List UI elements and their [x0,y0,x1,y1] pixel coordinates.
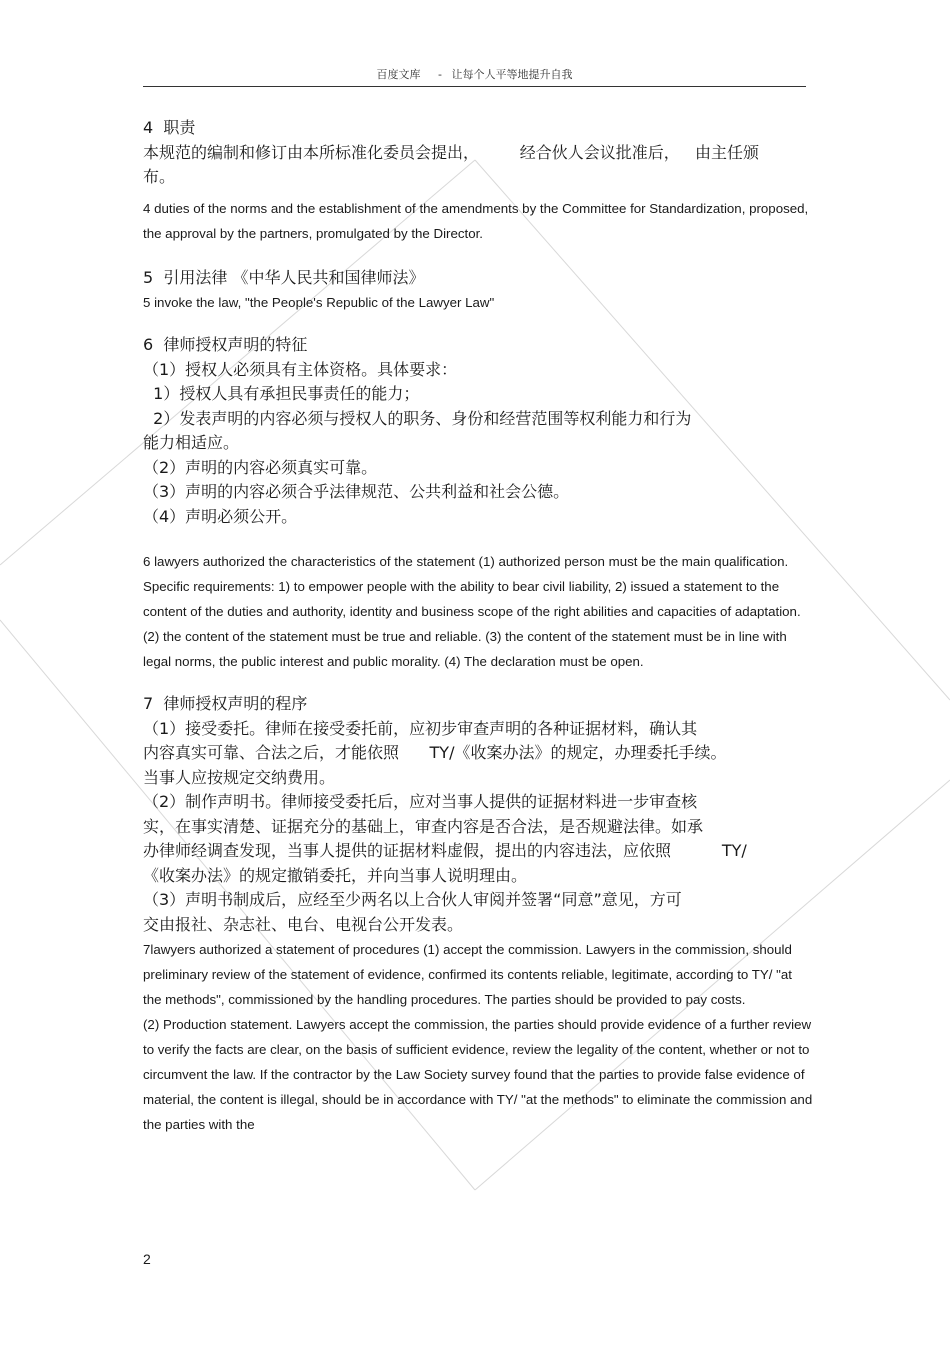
section-7 [143,692,813,1137]
section-7-line-7: 《收案办法》的规定撤销委托，并向当事人说明理由。 [143,865,528,885]
section-6-line-7: （4）声明必须公开。 [143,506,298,526]
section-4-en: 4 duties of the norms and the establishment of the amendments by the Committee for Standardization, proposed, the approval by the partners, promulgated by the Director. [143,200,809,241]
header-slogan: 让每个人平等地提升自我 [451,68,573,81]
section-4-zh-line-1: 本规范的编制和修订由本所标准化委员会提出， 经合伙人会议批准后， 由主任颁 [143,142,759,162]
section-5-title: 5 引用法律 《中华人民共和国律师法》 [143,267,425,287]
section-6-line-5: （2）声明的内容必须真实可靠。 [143,457,378,477]
section-4 [143,116,813,246]
section-5 [143,266,813,316]
section-6-en: 6 lawyers authorized the characteristics of the statement (1) authorized person must be the main qualification. Specific requirements: 1) to empower people with the ability to bear civil liability, 2) issued a statement to the content of the duties and authority, identity and business scope of the right abilities and capacities of adaptation. (2) the content of the statement must be true and reliable. (3) the content of the statement must be in line with legal norms, the public interest and public morality. (4) The declaration must be open. [143,554,801,669]
document-body [143,116,813,1137]
section-6 [143,333,813,674]
section-5-en: 5 invoke the law, "the People's Republic of the Lawyer Law" [143,295,495,310]
section-7-line-4: （2）制作声明书。律师接受委托后，应对当事人提供的证据材料进一步审查核 [143,792,698,811]
section-4-title: 4 职责 [143,118,196,137]
section-7-line-9: 交由报社、杂志社、电台、电视台公开发表。 [143,914,464,934]
section-6-line-6: （3）声明的内容必须合乎法律规范、公共利益和社会公德。 [143,482,570,501]
section-7-line-2: 内容真实可靠、合法之后，才能依照 TY/《收案办法》的规定，办理委托手续。 [143,743,727,762]
section-6-line-2: 1）授权人具有承担民事责任的能力； [143,384,420,403]
header-separator: - [438,68,442,81]
section-7-line-1: （1）接受委托。律师在接受委托前，应初步审查声明的各种证据材料，确认其 [143,718,698,738]
section-7-en-1: 7lawyers authorized a statement of procedures (1) accept the commission. Lawyers in the commission, should preliminary review of the statement of evidence, confirmed its contents reliable, legitimate, according to TY/ "at the methods", commissioned by the handling procedures. The parties should be provided to pay costs. [143,942,792,1007]
section-6-line-3: 2）发表声明的内容必须与授权人的职务、身份和经营范围等权利能力和行为 [143,408,692,428]
header-site-name: 百度文库 [376,68,421,81]
section-7-line-5: 实，在事实清楚、证据充分的基础上，审查内容是否合法，是否规避法律。如承 [143,816,704,836]
section-7-line-8: （3）声明书制成后，应经至少两名以上合伙人审阅并签署“同意”意见，方可 [143,890,682,909]
section-7-en-2: (2) Production statement. Lawyers accept the commission, the parties should provide evidence of a further review to verify the facts are clear, on the basis of sufficient evidence, review the legality of the content, whether or not to circumvent the law. If the contractor by the Law Society survey found that the parties to provide false evidence of material, the content is illegal, should be in accordance with TY/ "at the methods" to eliminate the commission and the parties with the [143,1017,813,1132]
section-4-zh-line-2: 布。 [143,167,176,186]
section-6-line-4: 能力相适应。 [143,433,240,452]
page-number: 2 [143,1251,151,1267]
section-7-line-3: 当事人应按规定交纳费用。 [143,767,336,787]
section-7-title: 7 律师授权声明的程序 [143,694,308,713]
section-6-title: 6 律师授权声明的特征 [143,335,308,354]
section-6-line-1: （1）授权人必须具有主体资格。具体要求： [143,359,458,379]
page-header [143,66,806,87]
section-7-line-6: 办律师经调查发现，当事人提供的证据材料虚假，提出的内容违法，应依照 TY/ [143,841,747,860]
